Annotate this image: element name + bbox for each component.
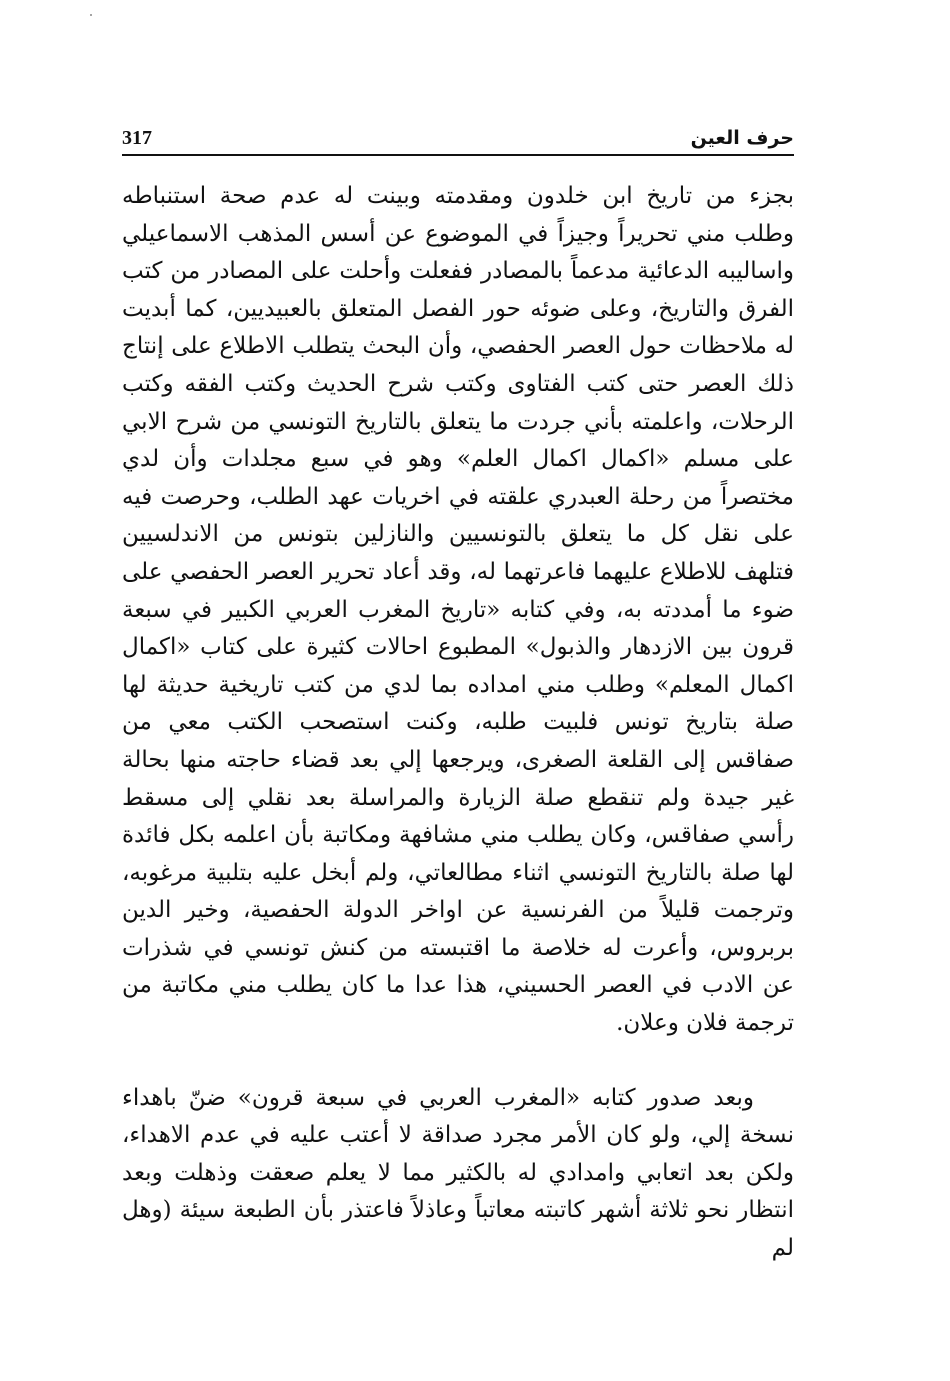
paragraph-1: بجزء من تاريخ ابن خلدون ومقدمته وبينت له عدم صحة استنباطه وطلب مني تحريراً وجيزاً في الموضوع عن أسس المذهب الاسماعيلي واساليبه الدعائية مدعماً بالمصادر ففعلت وأحلت على المصادر من كتب الفرق والتاريخ، وعلى ضوئه حور الفصل المتعلق بالعبيديين، كما أبديت له ملاحظات حول العصر الحفصي، وأن البحث يتطلب الاطلاع على إنتاج ذلك العصر حتى كتب الفتاوى وكتب شرح الحديث وكتب الفقه وكتب الرحلات، واعلمته بأني جردت ما يتعلق بالتاريخ التونسي من شرح الابي على مسلم «اكمال اكمال العلم» وهو في سبع مجلدات وأن لدي مختصراً من رحلة العبدري علقته في اخريات عهد الطلب، وحرصت فيه على نقل كل ما يتعلق بالتونسيين والنازلين بتونس من الاندلسيين فتلهف للاطلاع عليهما فاعرتهما له، وقد أعاد تحرير العصر الحفصي على ضوء ما أمددته به، وفي كتابه «تاريخ المغرب العربي الكبير في سبعة قرون بين الازدهار والذبول» المطبوع احالات كثيرة على كتاب «اكمال اكمال المعلم» وطلب مني امداده بما لدي من كتب تاريخية حديثة لها صلة بتاريخ تونس فلبيت طلبه، وكنت استصحب الكتب معي من صفاقس إلى القلعة الصغرى، ويرجعها إلي بعد قضاء حاجته منها بحالة غير جيدة ولم تنقطع صلة الزيارة والمراسلة بعد نقلي إلى مسقط رأسي صفاقس، وكان يطلب مني مشافهة ومكاتبة بأن اعلمه بكل فائدة لها صلة بالتاريخ التونسي اثناء مطالعاتي، ولم أبخل عليه بتلبية مرغوبه، وترجمت قليلاً من الفرنسية عن اواخر الدولة الحفصية، وخير الدين بربروس، وأعرت له خلاصة ما اقتبسته من كنش تونسي في شذرات عن الادب في العصر الحسيني، هذا عدا ما كان يطلب مني مكاتبة من ترجمة فلان وعلان.: [122, 183, 795, 1037]
scan-speck: [90, 14, 92, 16]
running-header: [122, 116, 794, 156]
page-number: 317: [122, 127, 152, 149]
paragraph-2: وبعد صدور كتابه «المغرب العربي في سبعة قرون» ضنّ باهداء نسخة إلي، ولو كان الأمر مجرد صداقة لا أعتب عليه في عدم الاهداء، ولكن بعد اتعابي وامدادي له بالكثير مما لا يعلم صعقت وذهلت وبعد انتظار نحو ثلاثة أشهر كاتبته معاتباً وعاذلاً فاعتذر بأن الطبعة سيئة (وهل لم: [122, 1084, 794, 1262]
chapter-title: حرف العين: [690, 127, 794, 149]
body-text: [122, 178, 794, 1268]
